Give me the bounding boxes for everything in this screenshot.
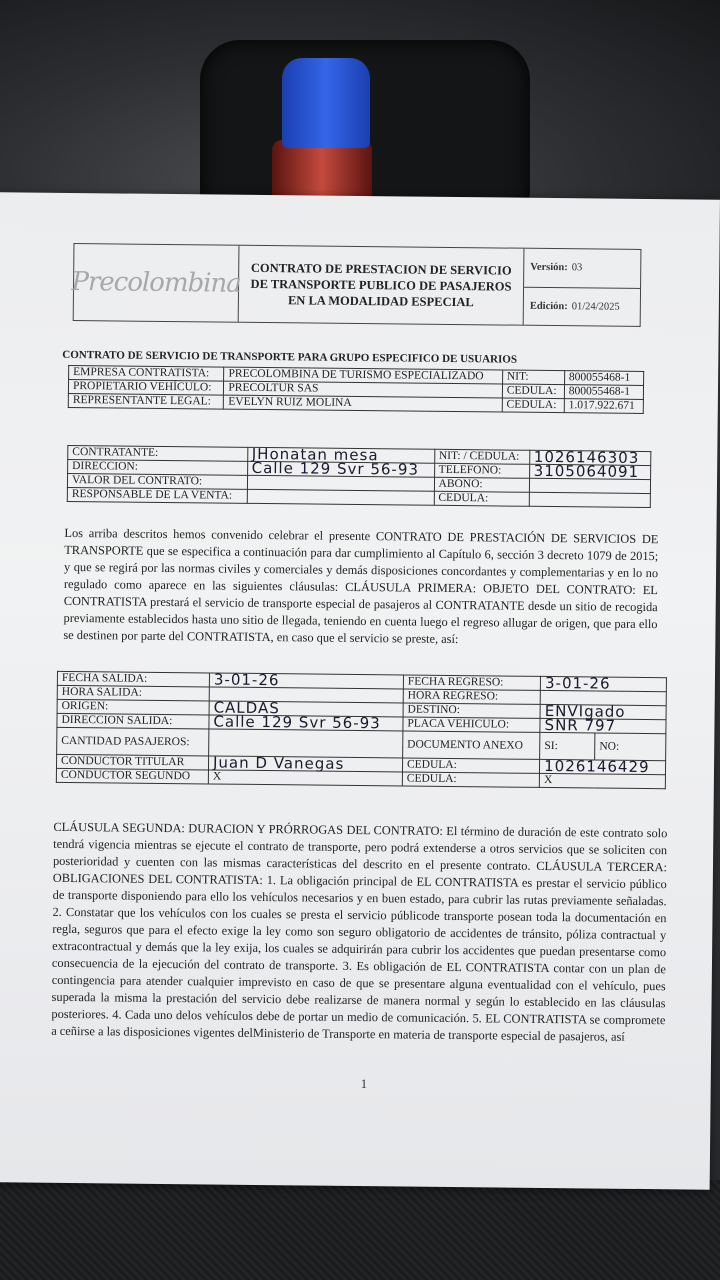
bottle-cap — [282, 58, 370, 148]
section-title: CONTRATO DE SERVICIO DE TRANSPORTE PARA GRUPO ESPECIFICO DE USUARIOS — [62, 348, 518, 366]
clauses-paragraph: CLÁUSULA SEGUNDA: DURACION Y PRÓRROGAS DEL CONTRATO: El término de duración de este contrato solo tendrá vigencia mientras se ejecute el contrato de transporte, pero podrá extenderse a otros servicios que se soliciten con posterioridad y cuenten con las mismas características del descrito en el presente contrato. CLÁUSULA TERCERA: OBLIGACIONES DEL CONTRATISTA: 1. La obligación principal de EL CONTRATISTA es prestar el servicio público de transporte disponiendo para ello los vehículos necesarios y en buen estado, para cubrir las rutas previamente señaladas. 2. Constatar que los vehículos con los cuales se presta el servicio públicode transporte posean toda la documentación en regla, seguros que para el efecto exige la ley como son seguro obligatorio de accidentes de tránsito, póliza contractual y extracontractual y demás que la ley exija, los cuales se adquirirán para cubrir los accidentes que puedan presentarse como consecuencia de la ejecución del contrato de transporte. 3. Es obligación de EL CONTRATISTA contar con un plan de contingencia para atender cualquier imprevisto en caso de que se presentare alguna eventualidad con el vehículo, pues superada la misma la prestación del servicio debe realizarse de manera normal y según lo establecido en las cláusulas posteriores. 4. Cada uno delos vehículos debe de portar un medio de comunicación. 5. EL CONTRATISTA se compromete a ceñirse a las disposiciones vigentes delMinisterio de Transporte en materia de transporte especial de pasajeros, así — [51, 819, 668, 1044]
company-logo: Precolombina — [74, 244, 240, 322]
trip-table: FECHA SALIDA: 3-01-26 FECHA REGRESO: 3-01-26 HORA SALIDA: HORA REGRESO: ORIGEN: CALDAS DESTINO: ENVIgado DIRECCION SALIDA: Calle 129 Svr 56-93 PLACA VEHICULO: SNR 797 CANTIDAD PASAJEROS: DOCUMENTO ANEXO SI: NO: CONDUCTOR TITULAR Juan D Vanegas CEDULA: 1026146429 CONDUCTOR SEGUNDO X CEDULA: X — [56, 671, 667, 789]
edition-row: Edición: 01/24/2025 — [529, 300, 620, 313]
intro-paragraph: Los arriba descritos hemos convenido celebrar el presente CONTRATO DE PRESTACIÓN DE SERVICIOS DE TRANSPORTE que se especifica a continuación para dar cumplimiento al Capítulo 6, sección 3 decreto 1079 de 2015; y que se regirá por las normas civiles y comerciales y demás disposiciones concordantes y complementarias y en lo no regulado como aparece en las siguientes cláusulas: CLÁUSULA PRIMERA: OBJETO DEL CONTRATO: EL CONTRATISTA prestará el servicio de transporte especial de pasajeros al CONTRATANTE desde un sitio de recogida previamente establecidos hasta uno sitio de llegada, teniendo en cuenta luego el regreso allugar de origen, que para ello se destinen por parte del CONTRATISTA, en caso que el servicio se preste, así: — [63, 525, 659, 647]
contract-paper — [0, 192, 720, 1189]
version-row: Versión: 03 — [524, 249, 640, 289]
seat-fabric-background — [0, 1180, 720, 1280]
version-block — [524, 249, 641, 326]
page-number: 1 — [360, 1076, 368, 1092]
document-header — [73, 243, 642, 327]
document-title: CONTRATO DE PRESTACION DE SERVICIO DE TRANSPORTE PUBLICO DE PASAJEROS EN LA MODALIDAD ESPECIAL — [239, 246, 525, 325]
contratante-table: CONTRATANTE: JHonatan mesa NIT: / CEDULA: 1026146303 DIRECCION: Calle 129 Svr 56-93 TELEFONO: 3105064091 VALOR DEL CONTRATO: ABONO: RESPONSABLE DE LA VENTA: CEDULA: — [67, 445, 652, 508]
company-table: EMPRESA CONTRATISTA: PRECOLOMBINA DE TURISMO ESPECIALIZADO NIT: 800055468-1 PROPIETARIO VEHÍCULO: PRECOLTUR SAS CEDULA: 800055468-1 REPRESENTANTE LEGAL: EVELYN RUIZ MOLINA CEDULA: 1.017.922.671 — [68, 365, 644, 414]
